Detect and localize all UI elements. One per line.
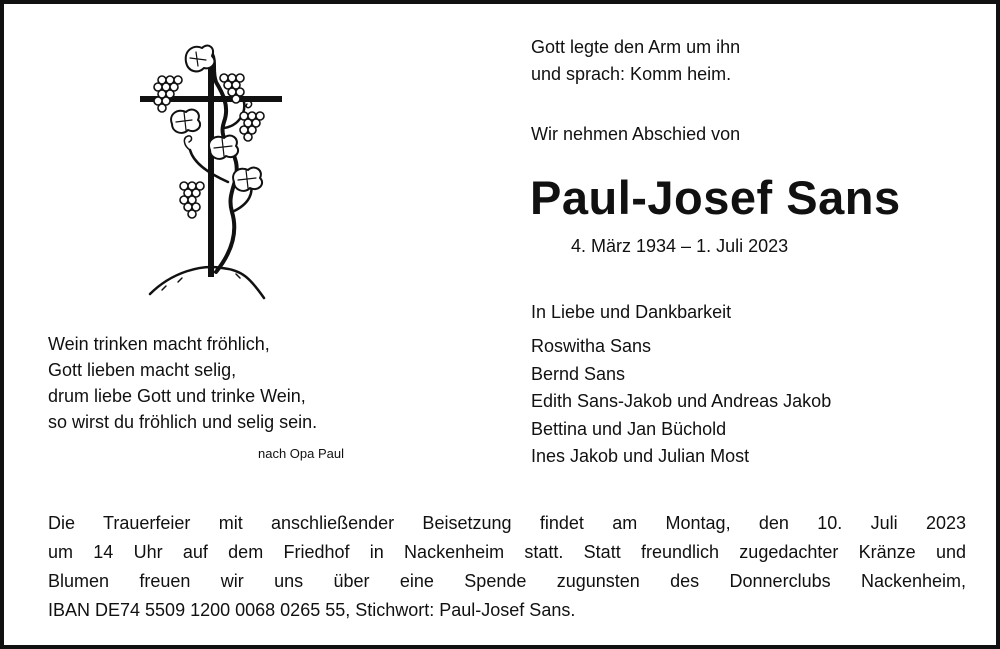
farewell-intro: Wir nehmen Abschied von	[531, 124, 741, 144]
notice-line: Blumen freuen wir uns über eine Spende zugunsten des Donnerclubs Nackenheim,	[48, 571, 966, 591]
opening-quote	[531, 34, 740, 88]
poem-attribution: nach Opa Paul	[258, 446, 345, 461]
cross-with-grapevine-icon	[132, 32, 292, 302]
mourner-name: Edith Sans-Jakob und Andreas Jakob	[531, 391, 832, 411]
poem-line: Gott lieben macht selig,	[48, 360, 237, 380]
notice-line: Die Trauerfeier mit anschließender Beisetzung findet am Montag, den 10. Juli 2023	[48, 513, 966, 533]
poem	[48, 331, 317, 435]
mourners-heading: In Liebe und Dankbarkeit	[531, 302, 732, 322]
mourner-name: Bettina und Jan Büchold	[531, 418, 727, 439]
mourner-name: Bernd Sans	[531, 363, 626, 384]
mourner-name: Ines Jakob und Julian Most	[531, 446, 750, 466]
life-dates: 4. März 1934 – 1. Juli 2023	[571, 236, 789, 256]
quote-line: Gott legte den Arm um ihn	[531, 37, 741, 57]
poem-line: Wein trinken macht fröhlich,	[48, 334, 270, 354]
notice-line: IBAN DE74 5509 1200 0068 0265 55, Stichwort: Paul-Josef Sans.	[48, 600, 576, 620]
funeral-notice	[48, 509, 966, 625]
deceased-name: Paul-Josef Sans	[530, 171, 901, 224]
poem-line: so wirst du fröhlich und selig sein.	[48, 412, 318, 432]
quote-line: und sprach: Komm heim.	[531, 64, 732, 84]
mourner-name: Roswitha Sans	[531, 336, 652, 356]
notice-line: um 14 Uhr auf dem Friedhof in Nackenheim statt. Statt freundlich zugedachter Kränze und	[48, 542, 966, 562]
mourners-list	[531, 333, 831, 471]
poem-line: drum liebe Gott und trinke Wein,	[48, 386, 306, 406]
